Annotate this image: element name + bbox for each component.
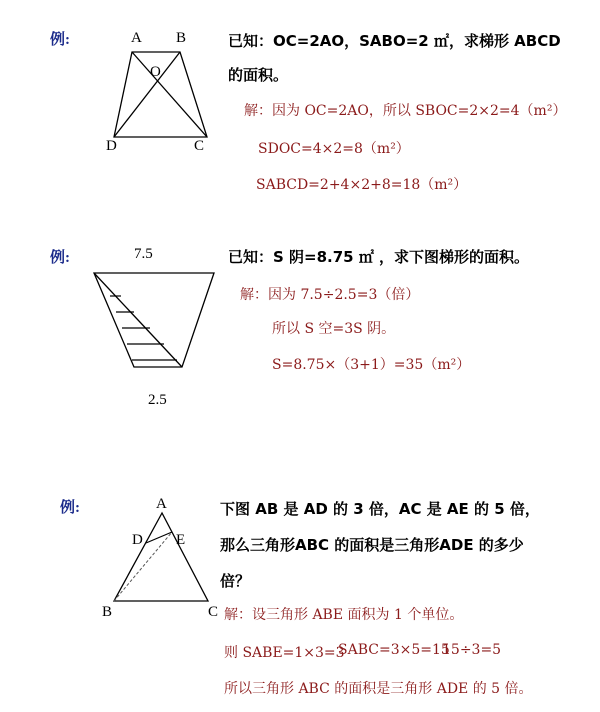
shaded-trapezoid-diagram xyxy=(90,266,220,376)
vertex-label-d: D xyxy=(132,532,143,548)
example-label: 例: xyxy=(60,500,80,516)
ex3-solution-line2b: SABC=3×5=15 xyxy=(338,642,450,658)
ex2-solution-line2: 所以 S 空=3S 阴。 xyxy=(272,321,396,337)
vertex-label-d: D xyxy=(106,138,117,154)
example-label: 例: xyxy=(50,32,70,48)
vertex-label-c: C xyxy=(194,138,205,154)
ex3-question-line3: 倍？ xyxy=(220,572,251,590)
example-label: 例: xyxy=(50,250,70,266)
ex1-question-line1: 已知：OC=2AO，SABO=2 ㎡，求梯形 ABCD xyxy=(228,32,561,50)
ex2-question: 已知：S 阴=8.75 ㎡ ，求下图梯形的面积。 xyxy=(228,248,530,266)
ex1-question-line2: 的面积。 xyxy=(228,66,289,84)
trapezoid-diagonals-diagram xyxy=(104,44,224,154)
vertex-label-b: B xyxy=(102,604,113,620)
ex1-solution-line1: 解：因为 OC=2AO，所以 SBOC=2×2=4（m²） xyxy=(244,103,567,119)
top-length-label: 7.5 xyxy=(134,246,153,262)
ex1-solution-line3: SABCD=2+4×2+8=18（m²） xyxy=(256,177,468,193)
ex2-solution-line3: S=8.75×（3+1）=35（m²） xyxy=(272,357,471,373)
ex3-solution-line2c: 15÷3=5 xyxy=(442,642,502,658)
vertex-label-a: A xyxy=(156,496,167,512)
ex3-solution-line3: 所以三角形 ABC 的面积是三角形 ADE 的 5 倍。 xyxy=(224,681,533,697)
ex3-question-line2: 那么三角形ABC 的面积是三角形ADE 的多少 xyxy=(220,536,524,554)
ex3-question-line1: 下图 AB 是 AD 的 3 倍，AC 是 AE 的 5 倍， xyxy=(220,500,540,518)
ex3-solution-line1: 解：设三角形 ABE 面积为 1 个单位。 xyxy=(224,607,464,623)
vertex-label-o: O xyxy=(150,64,161,80)
vertex-label-e: E xyxy=(176,532,186,548)
ex1-solution-line2: SDOC=4×2=8（m²） xyxy=(258,141,410,157)
triangle-ade-diagram xyxy=(104,508,224,608)
vertex-label-a: A xyxy=(131,30,142,46)
vertex-label-b: B xyxy=(176,30,187,46)
ex3-solution-line2a: 则 SABE=1×3=3 xyxy=(224,645,345,661)
ex2-solution-line1: 解：因为 7.5÷2.5=3（倍） xyxy=(240,287,420,303)
vertex-label-c: C xyxy=(208,604,219,620)
bottom-length-label: 2.5 xyxy=(148,392,167,408)
